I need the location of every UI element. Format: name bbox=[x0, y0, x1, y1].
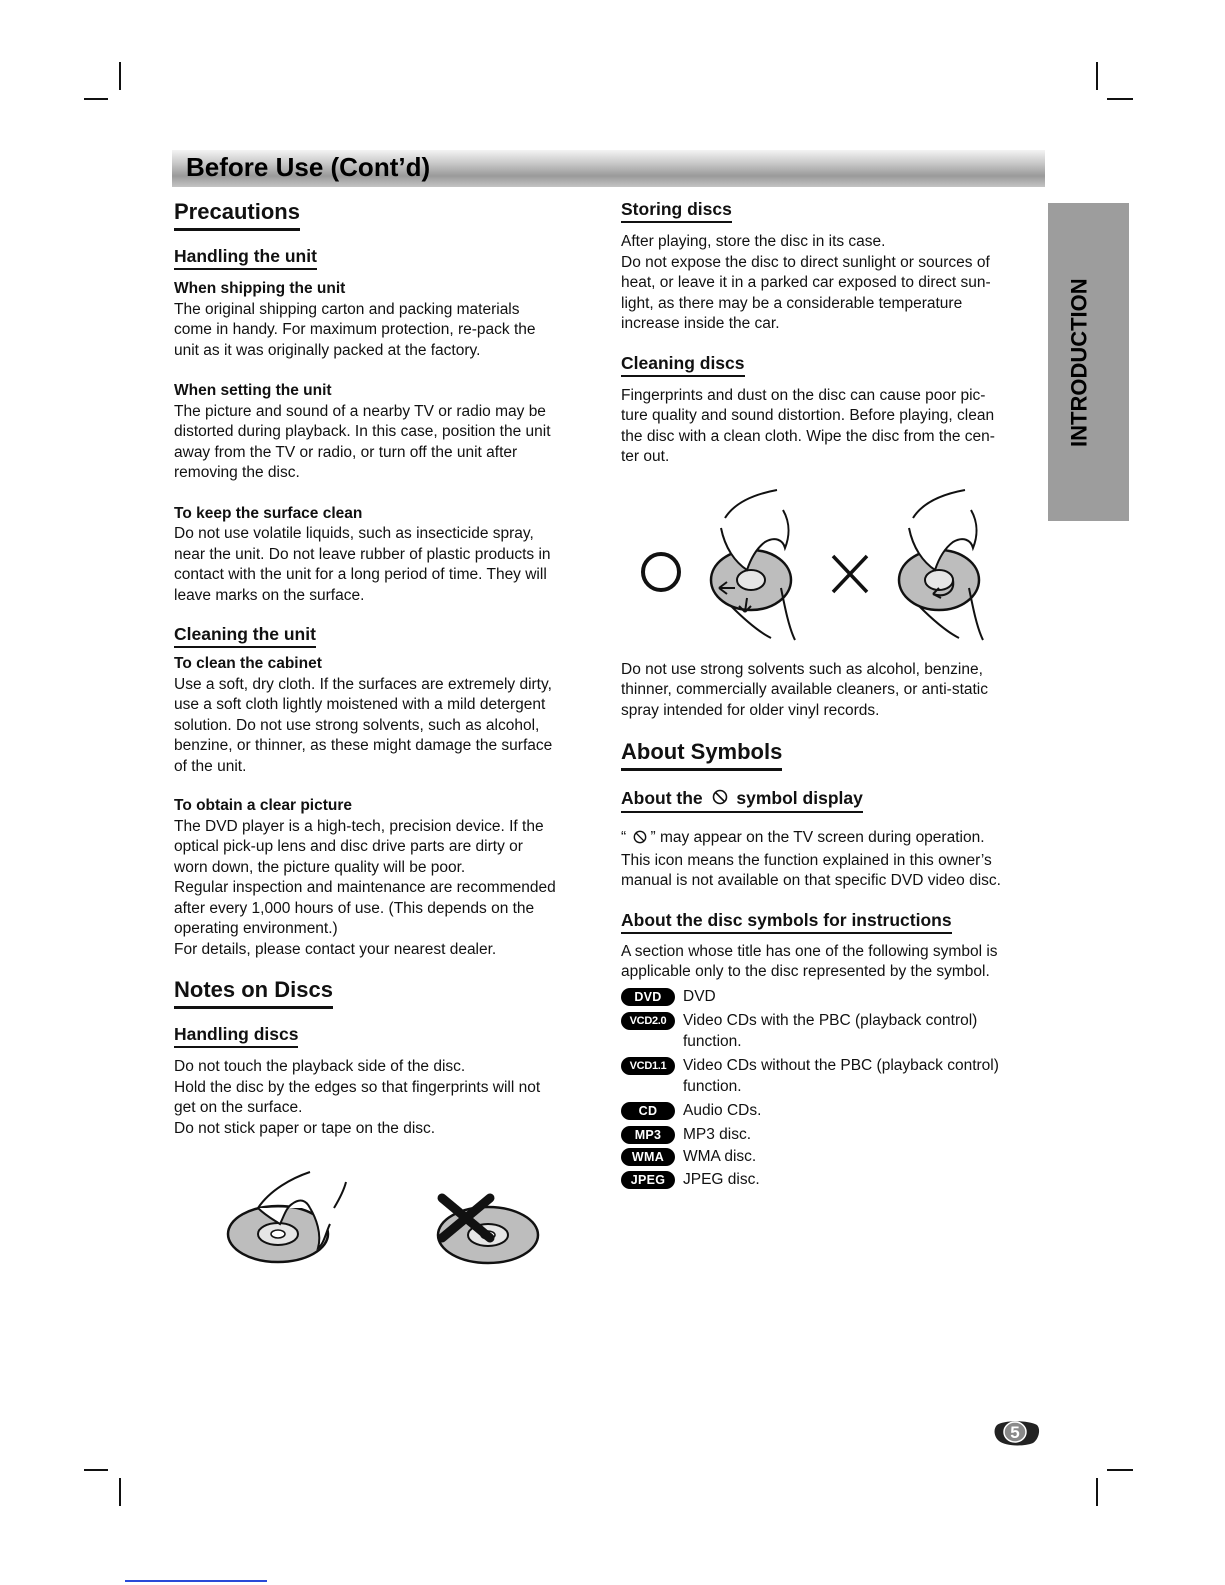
storing-line: light, as there may be a considerable temperature bbox=[621, 294, 963, 312]
notes-discs-heading: Notes on Discs bbox=[174, 976, 333, 1009]
symbol-row-vcd11 bbox=[621, 1056, 1039, 1097]
about-symbols-heading: About Symbols bbox=[621, 738, 782, 771]
symbol-row-cd bbox=[621, 1101, 1039, 1122]
symbol-description: DVD bbox=[683, 987, 716, 1005]
crop-mark bbox=[119, 62, 121, 90]
shipping-subheading: When shipping the unit bbox=[174, 280, 346, 297]
page-number-badge bbox=[993, 1419, 1041, 1446]
symbol-description bbox=[683, 1056, 1039, 1097]
page-number: 5 bbox=[1010, 1423, 1020, 1442]
crop-mark bbox=[1096, 1478, 1098, 1506]
surface-line: near the unit. Do not leave rubber of plastic products in bbox=[174, 545, 551, 563]
symbol-description bbox=[683, 1011, 1039, 1052]
prohibited-icon bbox=[633, 830, 647, 851]
symbol-description: Audio CDs. bbox=[683, 1102, 762, 1119]
disc-held-incorrectly-illustration bbox=[428, 1188, 548, 1273]
surface-line: leave marks on the surface. bbox=[174, 586, 365, 604]
about-disc-symbols-heading: About the disc symbols for instructions bbox=[621, 909, 952, 934]
handling-line: Do not touch the playback side of the disc. bbox=[174, 1058, 466, 1075]
solvent-line: spray intended for older vinyl records. bbox=[621, 701, 880, 719]
surface-line: Do not use volatile liquids, such as insecticide spray, bbox=[174, 525, 534, 542]
cleaning-line: ter out. bbox=[621, 448, 670, 465]
crop-mark bbox=[1107, 1469, 1133, 1471]
symbol-row-vcd20 bbox=[621, 1011, 1039, 1052]
right-column bbox=[621, 198, 1039, 1190]
cabinet-line: use a soft cloth lightly moistened with a mild detergent bbox=[174, 696, 546, 713]
page-title: Before Use (Cont’d) bbox=[186, 152, 431, 182]
cd-badge-icon: CD bbox=[621, 1102, 675, 1120]
picture-line: The DVD player is a high-tech, precision device. If the bbox=[174, 817, 544, 835]
symbol-description-line: Video CDs with the PBC (playback control) bbox=[683, 1012, 978, 1029]
storing-line: After playing, store the disc in its case. bbox=[621, 233, 886, 250]
symbol-row-jpeg bbox=[621, 1170, 1039, 1191]
disc-symbols-line: applicable only to the disc represented by the symbol. bbox=[621, 963, 990, 980]
symbol-description: MP3 disc. bbox=[683, 1125, 752, 1143]
cleaning-line: Fingerprints and dust on the disc can cause poor pic- bbox=[621, 386, 986, 404]
vcd20-badge-icon: VCD2.0 bbox=[621, 1012, 675, 1030]
storing-line: Do not expose the disc to direct sunlight or sources of bbox=[621, 253, 990, 271]
shipping-line: come in handy. For maximum protection, re-pack the bbox=[174, 321, 536, 338]
setting-line: distorted during playback. In this case, position the unit bbox=[174, 423, 551, 440]
symbol-row-dvd bbox=[621, 987, 1039, 1008]
picture-line: after every 1,000 hours of use. (This depends on the bbox=[174, 899, 535, 917]
symbol-description-line: function. bbox=[683, 1032, 742, 1050]
symbol-row-mp3 bbox=[621, 1125, 1039, 1146]
symbol-row-wma bbox=[621, 1147, 1039, 1168]
prohibited-icon bbox=[712, 788, 728, 810]
symbol-description: WMA disc. bbox=[683, 1148, 757, 1165]
cabinet-line: of the unit. bbox=[174, 757, 247, 775]
handling-line: get on the surface. bbox=[174, 1099, 303, 1116]
picture-line: For details, please contact your nearest dealer. bbox=[174, 940, 497, 958]
display-line: This icon means the function explained in this owner’s bbox=[621, 851, 992, 869]
setting-subheading: When setting the unit bbox=[174, 382, 332, 399]
shipping-line: The original shipping carton and packing materials bbox=[174, 300, 520, 318]
cabinet-line: benzine, or thinner, as these might damage the surface bbox=[174, 737, 553, 754]
cabinet-line: solution. Do not use strong solvents, such as alcohol, bbox=[174, 716, 540, 734]
disc-symbols-line: A section whose title has one of the following symbol is bbox=[621, 942, 998, 960]
cleaning-line: ture quality and sound distortion. Before playing, clean bbox=[621, 407, 995, 424]
display-line bbox=[621, 828, 1039, 851]
handling-unit-heading: Handling the unit bbox=[174, 245, 317, 270]
symbol-description-line: Video CDs without the PBC (playback control) bbox=[683, 1057, 999, 1074]
setting-line: removing the disc. bbox=[174, 464, 300, 481]
handling-line: Do not stick paper or tape on the disc. bbox=[174, 1119, 436, 1137]
setting-line: away from the TV or radio, or turn off the unit after bbox=[174, 443, 518, 461]
symbol-description: JPEG disc. bbox=[683, 1170, 760, 1188]
about-display-post: symbol display bbox=[736, 788, 863, 808]
symbol-description-line: function. bbox=[683, 1077, 742, 1095]
storing-line: increase inside the car. bbox=[621, 315, 780, 332]
picture-line: operating environment.) bbox=[174, 920, 338, 937]
display-line-rest: ” may appear on the TV screen during operation. bbox=[650, 829, 985, 846]
picture-line: optical pick-up lens and disc drive parts are dirty or bbox=[174, 838, 523, 855]
mp3-badge-icon: MP3 bbox=[621, 1126, 675, 1144]
correct-wipe-illustration bbox=[635, 488, 815, 653]
bottom-edge-line bbox=[125, 1580, 267, 1582]
crop-mark bbox=[84, 98, 108, 100]
handling-line: Hold the disc by the edges so that fingerprints will not bbox=[174, 1078, 541, 1096]
wiping-illustrations bbox=[621, 468, 1039, 660]
cabinet-line: Use a soft, dry cloth. If the surfaces are extremely dirty, bbox=[174, 675, 552, 693]
cleaning-unit-heading: Cleaning the unit bbox=[174, 623, 316, 648]
storing-line: heat, or leave it in a parked car exposed to direct sun- bbox=[621, 274, 991, 291]
about-display-pre: About the bbox=[621, 788, 703, 808]
picture-subheading: To obtain a clear picture bbox=[174, 797, 353, 814]
handling-discs-heading: Handling discs bbox=[174, 1023, 298, 1048]
storing-discs-heading: Storing discs bbox=[621, 198, 732, 223]
vcd11-badge-icon: VCD1.1 bbox=[621, 1057, 675, 1075]
dvd-badge-icon: DVD bbox=[621, 988, 675, 1006]
incorrect-wipe-illustration bbox=[827, 488, 1007, 653]
display-open-quote: “ bbox=[621, 829, 627, 846]
left-column bbox=[174, 198, 592, 1139]
crop-mark bbox=[119, 1478, 121, 1506]
picture-line: Regular inspection and maintenance are recommended bbox=[174, 879, 556, 896]
shipping-line: unit as it was originally packed at the factory. bbox=[174, 341, 481, 359]
crop-mark bbox=[1096, 62, 1098, 90]
cleaning-line: the disc with a clean cloth. Wipe the disc from the cen- bbox=[621, 427, 995, 445]
picture-line: worn down, the picture quality will be poor. bbox=[174, 858, 466, 876]
about-display-heading bbox=[621, 787, 863, 813]
solvent-line: thinner, commercially available cleaners, or anti-static bbox=[621, 681, 988, 698]
section-side-label: INTRODUCTION bbox=[1066, 278, 1092, 448]
solvent-line: Do not use strong solvents such as alcohol, benzine, bbox=[621, 660, 983, 678]
surface-subheading: To keep the surface clean bbox=[174, 504, 363, 522]
disc-held-correctly-illustration bbox=[222, 1168, 352, 1268]
crop-mark bbox=[84, 1469, 108, 1471]
wma-badge-icon: WMA bbox=[621, 1148, 675, 1166]
precautions-heading: Precautions bbox=[174, 198, 300, 231]
setting-line: The picture and sound of a nearby TV or radio may be bbox=[174, 402, 546, 420]
cleaning-discs-heading: Cleaning discs bbox=[621, 352, 745, 377]
surface-line: contact with the unit for a long period of time. They will bbox=[174, 566, 547, 583]
display-line: manual is not available on that specific DVD video disc. bbox=[621, 872, 1001, 889]
cabinet-subheading: To clean the cabinet bbox=[174, 655, 322, 672]
jpeg-badge-icon: JPEG bbox=[621, 1171, 675, 1189]
crop-mark bbox=[1107, 98, 1133, 100]
